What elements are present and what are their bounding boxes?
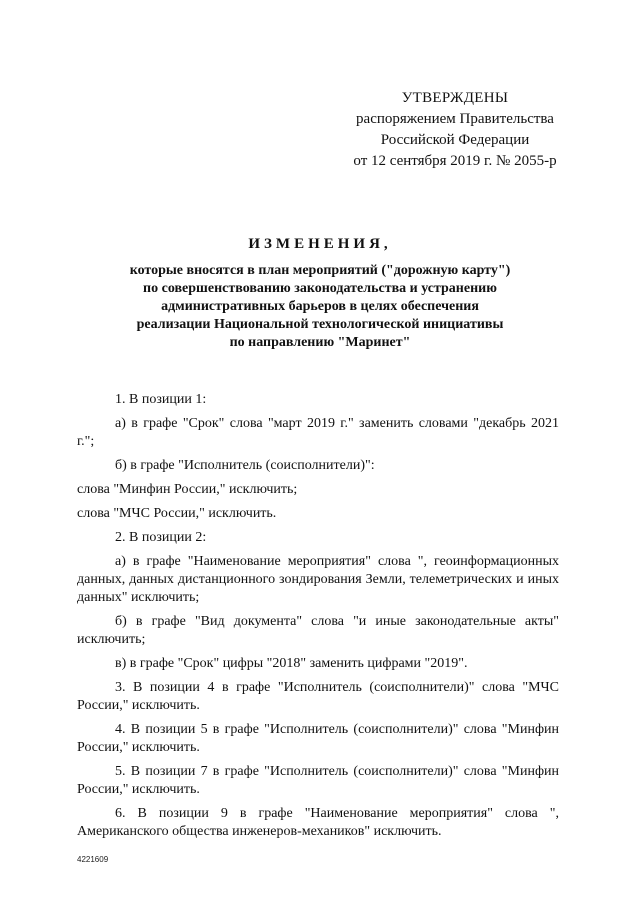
document-code: 4221609	[77, 855, 109, 864]
approval-line-3: от 12 сентября 2019 г. № 2055-р	[353, 153, 557, 169]
paragraph-position-1: 1. В позиции 1:	[115, 392, 207, 407]
paragraph-3: 3. В позиции 4 в графе "Исполнитель (соисполнители)" слова "МЧС России," исключить.	[77, 680, 559, 713]
paragraph-1b-item-2: слова "МЧС России," исключить.	[77, 506, 277, 521]
paragraph-6: 6. В позиции 9 в графе "Наименование мероприятия" слова ", Американского общества инженеров-механиков" исключить.	[77, 806, 559, 839]
paragraph-1b: б) в графе "Исполнитель (соисполнители)":	[115, 458, 375, 473]
approval-block	[330, 88, 580, 172]
approval-line-1: распоряжением Правительства	[356, 111, 554, 127]
paragraph-2a: а) в графе "Наименование мероприятия" слова ", геоинформационных данных, данных дистанционного зондирования Земли, телеметрических и иных данных" исключить;	[77, 554, 559, 605]
paragraph-position-2: 2. В позиции 2:	[115, 530, 207, 545]
paragraph-1a: а) в графе "Срок" слова "март 2019 г." заменить словами "декабрь 2021 г.";	[77, 416, 559, 449]
paragraph-1b-item-1: слова "Минфин России," исключить;	[77, 482, 298, 497]
paragraph-5: 5. В позиции 7 в графе "Исполнитель (соисполнители)" слова "Минфин России," исключить.	[77, 764, 559, 797]
subtitle-line-2: по совершенствованию законодательства и устранению	[143, 281, 497, 296]
paragraph-4: 4. В позиции 5 в графе "Исполнитель (соисполнители)" слова "Минфин России," исключить.	[77, 722, 559, 755]
approval-line-2: Российской Федерации	[380, 132, 530, 148]
paragraph-2v: в) в графе "Срок" цифры "2018" заменить цифрами "2019".	[115, 656, 468, 671]
document-subtitle	[95, 262, 545, 352]
subtitle-line-4: реализации Национальной технологической инициативы	[136, 317, 504, 332]
document-title: ИЗМЕНЕНИЯ,	[248, 236, 392, 252]
subtitle-line-1: которые вносятся в план мероприятий ("дорожную карту")	[129, 263, 511, 278]
document-body	[77, 391, 559, 847]
paragraph-2b: б) в графе "Вид документа" слова "и иные законодательные акты" исключить;	[77, 614, 559, 647]
subtitle-line-5: по направлению "Маринет"	[229, 335, 411, 350]
subtitle-line-3: административных барьеров в целях обеспечения	[161, 299, 479, 314]
approval-heading: УТВЕРЖДЕНЫ	[401, 90, 509, 106]
